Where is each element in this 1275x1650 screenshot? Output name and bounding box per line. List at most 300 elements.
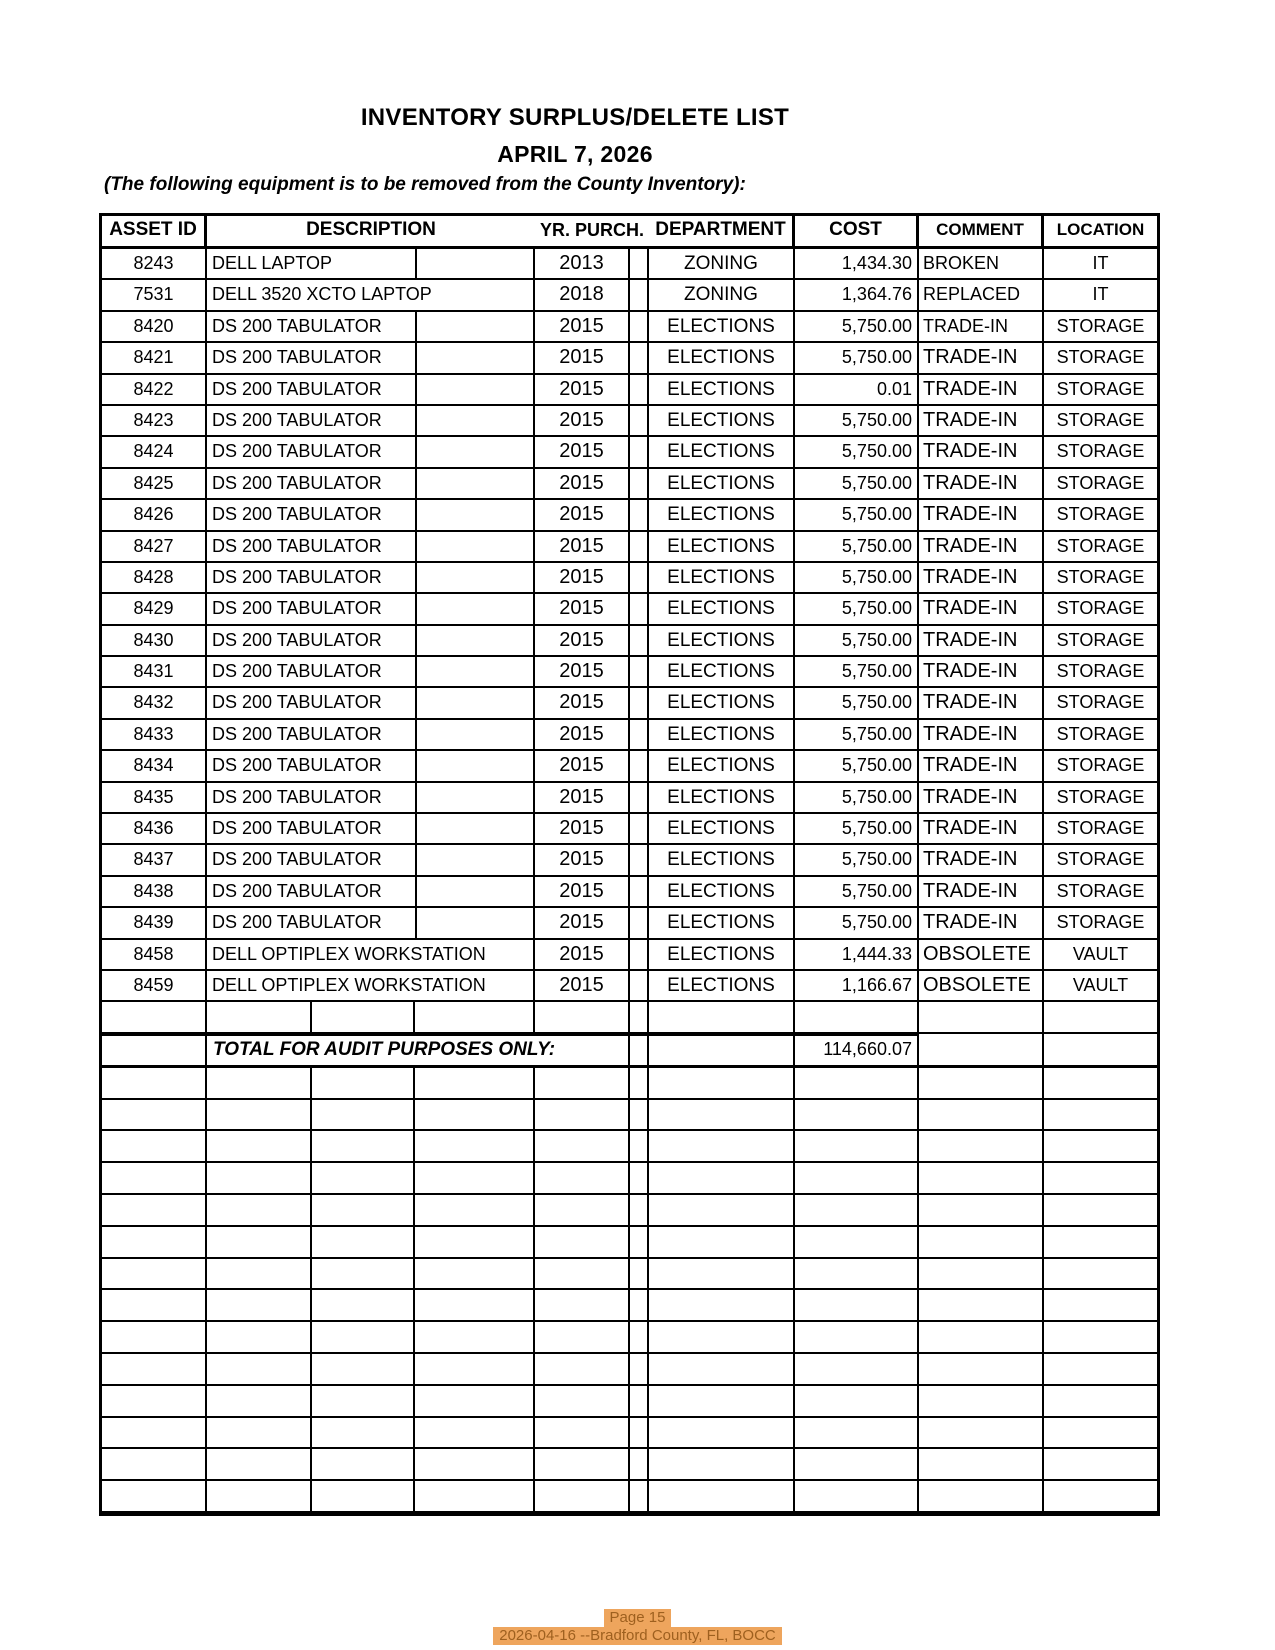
empty-row [102,1002,1157,1033]
table-row [102,940,1157,971]
cell-asset-id [102,1100,207,1130]
header-description-label: DESCRIPTION [306,219,436,240]
cell-location: STORAGE [1056,441,1145,462]
cell-comment: TRADE-IN [919,845,1044,874]
cell-description [207,877,535,906]
cell-department: ELECTIONS [649,845,795,874]
cell-cost [795,1195,919,1225]
cell-desc-3 [415,1068,535,1098]
cell-desc-2 [312,1002,415,1031]
empty-row [102,1068,1157,1100]
cell-description [207,720,535,749]
cell-spacer [630,1131,649,1161]
cell-department [649,1418,795,1448]
cell-yr-purch: 2015 [535,626,630,655]
cell-department [649,1163,795,1193]
cell-desc-1 [207,1259,312,1289]
cell-asset-id: 8436 [102,814,207,843]
cell-department: ZONING [649,249,795,278]
cell-desc-1 [207,1418,312,1448]
cell-yr-purch: 2015 [535,814,630,843]
cell-cost: 5,750.00 [795,845,919,874]
cell-yr-purch [535,1418,630,1448]
cell-location: STORAGE [1056,723,1145,744]
cell-location: VAULT [1072,943,1129,964]
cell-comment: TRADE-IN [919,688,1044,717]
cell-cost: 1,444.33 [795,940,919,969]
cell-spacer [630,532,649,561]
cell-cost: 5,750.00 [795,814,919,843]
description-text: DS 200 TABULATOR [212,566,382,587]
cell-comment: TRADE-IN [919,343,1044,372]
description-subcell [415,312,533,341]
table-row [102,249,1157,280]
description-text: DS 200 TABULATOR [212,849,382,870]
description-subcell [415,469,533,498]
cell-cost: 5,750.00 [795,406,919,435]
description-subcell [415,375,533,404]
cell-department [649,1195,795,1225]
cell-asset-id: 8424 [102,437,207,466]
cell-comment [919,1481,1044,1511]
cell-location [1044,1163,1157,1193]
cell-description [207,280,535,309]
cell-desc-3 [415,1354,535,1384]
table-row [102,375,1157,406]
cell-department: ELECTIONS [649,375,795,404]
cell-desc-2 [312,1163,415,1193]
cell-description [207,500,535,529]
description-text: DS 200 TABULATOR [212,535,382,556]
cell-asset-id [102,1195,207,1225]
document-heading [85,104,1065,168]
cell-location: STORAGE [1056,755,1145,776]
cell-desc-2 [312,1131,415,1161]
cell-yr-purch [535,1290,630,1320]
cell-department: ELECTIONS [649,688,795,717]
cell-comment [919,1002,1044,1031]
cell-department: ELECTIONS [649,563,795,592]
cell-yr-purch: 2015 [535,751,630,780]
cell-department: ELECTIONS [649,532,795,561]
table-row [102,845,1157,876]
cell-location [1044,1354,1157,1384]
cell-asset-id [102,1227,207,1257]
cell-desc-2 [312,1322,415,1352]
description-text: DS 200 TABULATOR [212,692,382,713]
cell-department: ELECTIONS [649,940,795,969]
cell-spacer [630,1163,649,1193]
cell-spacer [630,469,649,498]
description-text: DS 200 TABULATOR [212,441,382,462]
cell-department [649,1002,795,1031]
description-text: DELL LAPTOP [212,253,333,273]
cell-cost: 5,750.00 [795,720,919,749]
cell-department: ELECTIONS [649,469,795,498]
cell-location: STORAGE [1056,912,1145,933]
cell-yr-purch: 2018 [535,280,630,309]
cell-asset-id: 8428 [102,563,207,592]
description-text: DS 200 TABULATOR [212,723,382,744]
cell-location [1044,1259,1157,1289]
empty-row [102,1227,1157,1259]
cell-spacer [630,940,649,969]
cell-description [207,751,535,780]
cell-description [207,343,535,372]
table-row [102,437,1157,468]
cell-desc-3 [415,1163,535,1193]
cell-comment: TRADE-IN [919,532,1044,561]
cell-spacer [630,688,649,717]
header-cell-comment: COMMENT [919,216,1044,246]
header-cell-location: LOCATION [1056,220,1145,239]
cell-comment: TRADE-IN [919,720,1044,749]
description-subcell [415,626,533,655]
cell-yr-purch: 2015 [535,469,630,498]
description-text: DELL OPTIPLEX WORKSTATION [212,943,486,964]
cell-desc-3 [415,1227,535,1257]
description-subcell [415,877,533,906]
cell-cost [795,1290,919,1320]
cell-desc-1 [207,1354,312,1384]
description-subcell [415,908,533,937]
cell-description [207,626,535,655]
table-row [102,814,1157,845]
empty-row [102,1354,1157,1386]
cell-asset-id: 8423 [102,406,207,435]
cell-yr-purch: 2015 [535,657,630,686]
cell-department: ZONING [649,280,795,309]
cell-cost: 5,750.00 [795,657,919,686]
cell-asset-id: 8425 [102,469,207,498]
cell-comment [919,1131,1044,1161]
cell-location: IT [1092,253,1109,273]
cell-desc-1 [207,1100,312,1130]
cell-spacer [630,375,649,404]
cell-spacer [630,814,649,843]
table-row [102,657,1157,688]
cell-desc-2 [312,1227,415,1257]
cell-location [1044,1195,1157,1225]
cell-location [1044,1449,1157,1479]
cell-yr-purch: 2015 [535,971,630,1000]
cell-comment: TRADE-IN [919,469,1044,498]
cell-comment [919,1290,1044,1320]
cell-department: ELECTIONS [649,500,795,529]
cell-asset-id [102,1354,207,1384]
cell-desc-2 [312,1481,415,1511]
cell-location: VAULT [1072,974,1129,995]
cell-yr-purch: 2015 [535,594,630,623]
description-text: DELL 3520 XCTO LAPTOP [212,284,432,305]
cell-cost [795,1100,919,1130]
table-row [102,720,1157,751]
cell-comment: TRADE-IN [919,375,1044,404]
cell-location [1044,1131,1157,1161]
cell-asset-id [102,1131,207,1161]
cell-department [649,1386,795,1416]
cell-department: ELECTIONS [649,657,795,686]
cell-asset-id [102,1449,207,1479]
cell-yr-purch: 2015 [535,312,630,341]
table-row [102,626,1157,657]
description-text: DS 200 TABULATOR [212,629,382,650]
cell-spacer [630,1227,649,1257]
cell-spacer [630,563,649,592]
cell-department [649,1290,795,1320]
cell-location: STORAGE [1056,818,1145,839]
cell-spacer [630,1290,649,1320]
cell-comment: TRADE-IN [919,657,1044,686]
cell-yr-purch: 2015 [535,845,630,874]
cell-desc-1 [207,1002,312,1031]
cell-cost [795,1068,919,1098]
cell-yr-purch [535,1386,630,1416]
cell-comment: TRADE-IN [919,751,1044,780]
description-text: DS 200 TABULATOR [212,661,382,682]
cell-location [1044,1290,1157,1320]
cell-yr-purch: 2015 [535,720,630,749]
cell-yr-purch: 2015 [535,940,630,969]
cell-cost: 5,750.00 [795,877,919,906]
cell-spacer [630,1195,649,1225]
cell-yr-purch: 2015 [535,343,630,372]
cell-asset-id: 8420 [102,312,207,341]
description-text: DS 200 TABULATOR [212,880,382,901]
cell-department [649,1354,795,1384]
footer [0,1609,1275,1645]
cell-yr-purch [535,1100,630,1130]
cell-location: STORAGE [1056,692,1145,713]
cell-comment: OBSOLETE [919,940,1044,969]
description-subcell [415,437,533,466]
cell-desc-2 [312,1290,415,1320]
cell-yr-purch [535,1195,630,1225]
description-subcell [415,594,533,623]
cell-location [1044,1386,1157,1416]
description-subcell [415,249,533,278]
cell-department: ELECTIONS [649,343,795,372]
cell-asset-id: 8243 [102,249,207,278]
cell-description [207,783,535,812]
cell-desc-3 [415,1131,535,1161]
empty-row [102,1131,1157,1163]
cell-desc-3 [415,1386,535,1416]
cell-desc-3 [415,1002,535,1031]
cell-comment [919,1418,1044,1448]
cell-comment [919,1354,1044,1384]
cell-department: ELECTIONS [649,814,795,843]
cell-comment [919,1163,1044,1193]
subtitle: (The following equipment is to be removed from the County Inventory): [104,174,746,195]
cell-yr-purch: 2015 [535,532,630,561]
header-cell-merged [207,216,795,246]
cell-spacer [630,720,649,749]
cell-desc-2 [312,1386,415,1416]
cell-comment [919,1227,1044,1257]
cell-department: ELECTIONS [649,971,795,1000]
cell-asset-id: 8434 [102,751,207,780]
cell-spacer [630,1386,649,1416]
table-row [102,343,1157,374]
cell-comment: BROKEN [919,249,1044,278]
cell-desc-1 [207,1227,312,1257]
cell-desc-2 [312,1354,415,1384]
cell-spacer [630,751,649,780]
cell-spacer [630,1002,649,1031]
cell-asset-id: 8438 [102,877,207,906]
table-row [102,688,1157,719]
cell-department: ELECTIONS [649,312,795,341]
cell-yr-purch: 2015 [535,908,630,937]
table-row [102,563,1157,594]
cell-yr-purch [535,1354,630,1384]
cell-desc-3 [415,1195,535,1225]
cell-description [207,437,535,466]
cell-yr-purch: 2015 [535,783,630,812]
cell-description [207,940,535,969]
cell-desc-3 [415,1322,535,1352]
cell-cost: 5,750.00 [795,908,919,937]
cell-department: ELECTIONS [649,783,795,812]
footer-doc-label: 2026-04-16 --Bradford County, FL, BOCC [493,1627,782,1645]
cell-comment [919,1100,1044,1130]
cell-comment: TRADE-IN [919,626,1044,655]
header-cell-asset-id: ASSET ID [102,216,207,246]
description-text: DS 200 TABULATOR [212,409,382,430]
cell-asset-id [102,1386,207,1416]
cell-comment [919,1034,1044,1065]
cell-spacer [630,845,649,874]
cell-desc-2 [312,1259,415,1289]
cell-asset-id [102,1163,207,1193]
cell-location [1044,1322,1157,1352]
cell-description [207,406,535,435]
cell-location: STORAGE [1056,504,1145,525]
cell-asset-id [102,1290,207,1320]
description-subcell [415,343,533,372]
cell-department [649,1449,795,1479]
cell-desc-3 [415,1259,535,1289]
cell-yr-purch [535,1449,630,1479]
cell-cost: 5,750.00 [795,343,919,372]
cell-location [1044,1034,1157,1065]
cell-cost: 5,750.00 [795,626,919,655]
cell-department [649,1322,795,1352]
cell-description [207,814,535,843]
cell-location: IT [1092,284,1109,305]
cell-asset-id [102,1418,207,1448]
empty-row [102,1100,1157,1132]
description-subcell [415,814,533,843]
cell-comment [919,1068,1044,1098]
cell-asset-id: 8422 [102,375,207,404]
cell-asset-id: 8439 [102,908,207,937]
cell-yr-purch [535,1131,630,1161]
description-text: DS 200 TABULATOR [212,472,382,493]
cell-comment: TRADE-IN [919,500,1044,529]
description-text: DS 200 TABULATOR [212,504,382,525]
cell-cost: 1,364.76 [795,280,919,309]
cell-location: STORAGE [1056,598,1145,619]
table-row [102,783,1157,814]
table-body [102,249,1157,1513]
cell-department [649,1100,795,1130]
cell-desc-2 [312,1449,415,1479]
cell-location: STORAGE [1056,849,1145,870]
cell-cost: 1,434.30 [795,249,919,278]
cell-comment: TRADE-IN [919,563,1044,592]
table-row [102,406,1157,437]
description-text: DS 200 TABULATOR [212,912,382,933]
cell-cost [795,1322,919,1352]
cell-cost [795,1386,919,1416]
cell-cost [795,1418,919,1448]
cell-comment [919,1449,1044,1479]
cell-spacer [630,1068,649,1098]
cell-comment: TRADE-IN [919,594,1044,623]
table-row [102,312,1157,343]
cell-desc-1 [207,1290,312,1320]
cell-comment [919,1386,1044,1416]
empty-row [102,1259,1157,1291]
cell-yr-purch: 2015 [535,406,630,435]
description-text: DS 200 TABULATOR [212,315,382,336]
cell-department [649,1259,795,1289]
cell-desc-2 [312,1100,415,1130]
cell-desc-3 [415,1290,535,1320]
page-number: Page 15 [604,1609,672,1627]
table-row [102,500,1157,531]
cell-desc-1 [207,1195,312,1225]
cell-department: ELECTIONS [649,751,795,780]
cell-yr-purch: 2015 [535,563,630,592]
cell-spacer [630,1034,649,1065]
cell-department: ELECTIONS [649,908,795,937]
cell-cost: 5,750.00 [795,563,919,592]
cell-description [207,657,535,686]
cell-spacer [630,1418,649,1448]
empty-row [102,1322,1157,1354]
cell-spacer [630,1449,649,1479]
cell-comment: TRADE-IN [919,312,1044,341]
cell-description [207,688,535,717]
cell-spacer [630,908,649,937]
cell-description [207,375,535,404]
cell-location [1044,1002,1157,1031]
cell-department: ELECTIONS [649,877,795,906]
table-row [102,532,1157,563]
cell-asset-id: 8431 [102,657,207,686]
cell-location [1044,1068,1157,1098]
cell-department: ELECTIONS [649,437,795,466]
total-amount: 114,660.07 [795,1034,919,1065]
table-row [102,280,1157,311]
cell-desc-1 [207,1386,312,1416]
total-row [102,1034,1157,1068]
cell-desc-2 [312,1068,415,1098]
cell-asset-id: 8435 [102,783,207,812]
description-subcell [415,532,533,561]
cell-location: STORAGE [1056,629,1145,650]
cell-yr-purch: 2013 [535,249,630,278]
cell-comment: TRADE-IN [919,908,1044,937]
cell-desc-1 [207,1163,312,1193]
cell-cost: 5,750.00 [795,312,919,341]
cell-location: STORAGE [1056,472,1145,493]
cell-department: ELECTIONS [649,406,795,435]
cell-cost [795,1002,919,1031]
